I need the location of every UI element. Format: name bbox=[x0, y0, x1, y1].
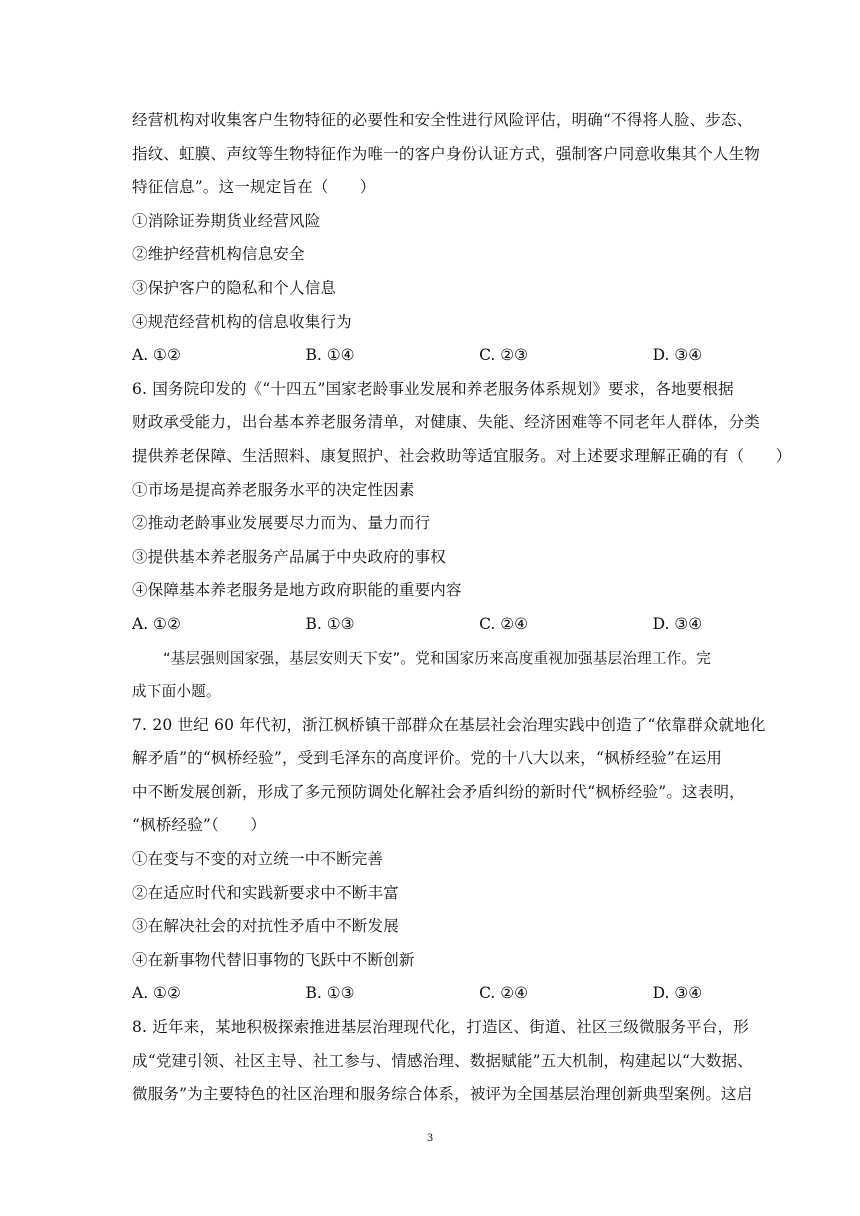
stem-line: 中不断发展创新，形成了多元预防调处化解社会矛盾纠纷的新时代“枫桥经验”。这表明， bbox=[132, 782, 745, 801]
statement-item: ①在变与不变的对立统一中不断完善 bbox=[132, 850, 384, 869]
statement-item: ④保障基本养老服务是地方政府职能的重要内容 bbox=[132, 581, 462, 600]
answer-options bbox=[132, 977, 732, 1011]
option-a: A. ①② bbox=[132, 614, 181, 633]
page-content bbox=[132, 104, 792, 1112]
stem-line: 提供养老保障、生活照料、康复照护、社会救助等适宜服务。对上述要求理解正确的有（ ） bbox=[132, 446, 792, 465]
page-number: 3 bbox=[427, 1130, 433, 1144]
statement-item: ④在新事物代替旧事物的飞跃中不断创新 bbox=[132, 950, 415, 969]
stem-line: 特征信息”。这一规定旨在（ ） bbox=[132, 178, 376, 197]
question-6 bbox=[132, 373, 792, 642]
statement-item: ②在适应时代和实践新要求中不断丰富 bbox=[132, 883, 399, 902]
option-d: D. ③④ bbox=[652, 346, 703, 365]
option-c: C. ②③ bbox=[479, 346, 529, 365]
option-b: B. ①③ bbox=[305, 984, 355, 1003]
stem-line: 指纹、虹膜、声纹等生物特征作为唯一的客户身份认证方式，强制客户同意收集其个人生物 bbox=[132, 144, 761, 163]
option-d: D. ③④ bbox=[652, 984, 703, 1003]
statement-item: ①市场是提高养老服务水平的决定性因素 bbox=[132, 480, 415, 499]
material-line: “基层强则国家强，基层安则天下安”。党和国家历来高度重视加强基层治理工作。完 bbox=[163, 649, 712, 667]
stem-line: 经营机构对收集客户生物特征的必要性和安全性进行风险评估，明确“不得将人脸、步态、 bbox=[132, 111, 753, 129]
statement-item: ③提供基本养老服务产品属于中央政府的事权 bbox=[132, 547, 447, 566]
statement-item: ②推动老龄事业发展要尽力而为、量力而行 bbox=[132, 514, 431, 533]
option-b: B. ①④ bbox=[305, 346, 355, 365]
option-a: A. ①② bbox=[132, 984, 181, 1003]
stem-line: 成“党建引领、社区主导、社工参与、情感治理、数据赋能”五大机制，构建起以“大数据、 bbox=[132, 1051, 753, 1070]
statement-item: ②维护经营机构信息安全 bbox=[132, 245, 305, 264]
stem-line: 6. 国务院印发的《“十四五”国家老龄事业发展和养老服务体系规划》要求，各地要根据 bbox=[132, 379, 734, 398]
material-line: 成下面小题。 bbox=[132, 683, 221, 701]
stem-line: 微服务”为主要特色的社区治理和服务综合体系，被评为全国基层治理创新典型案例。这启 bbox=[132, 1085, 753, 1104]
stem-line: 财政承受能力，出台基本养老服务清单，对健康、失能、经济困难等不同老年人群体，分类 bbox=[132, 413, 761, 432]
question-8 bbox=[132, 1011, 753, 1112]
stem-line: 7. 20 世纪 60 年代初，浙江枫桥镇干部群众在基层社会治理实践中创造了“依靠群众就地化 bbox=[132, 715, 766, 734]
stem-line: 8. 近年来，某地积极探索推进基层治理现代化，打造区、街道、社区三级微服务平台，形 bbox=[132, 1018, 749, 1037]
answer-options bbox=[132, 608, 732, 642]
question-7 bbox=[132, 709, 766, 1011]
statement-item: ④规范经营机构的信息收集行为 bbox=[132, 312, 352, 331]
option-c: C. ②④ bbox=[479, 614, 529, 633]
option-a: A. ①② bbox=[132, 346, 181, 365]
statement-item: ③保护客户的隐私和个人信息 bbox=[132, 278, 337, 297]
option-b: B. ①③ bbox=[305, 614, 355, 633]
answer-options bbox=[132, 339, 732, 373]
question-5-tail bbox=[132, 104, 761, 373]
statement-item: ③在解决社会的对抗性矛盾中不断发展 bbox=[132, 917, 399, 936]
stem-line: “枫桥经验”（ ） bbox=[132, 816, 267, 835]
stem-line: 解矛盾”的“枫桥经验”，受到毛泽东的高度评价。党的十八大以来，“枫桥经验”在运用 bbox=[132, 749, 723, 768]
material-intro bbox=[132, 642, 732, 709]
statement-item: ①消除证券期货业经营风险 bbox=[132, 211, 321, 230]
option-c: C. ②④ bbox=[479, 984, 529, 1003]
option-d: D. ③④ bbox=[652, 614, 703, 633]
